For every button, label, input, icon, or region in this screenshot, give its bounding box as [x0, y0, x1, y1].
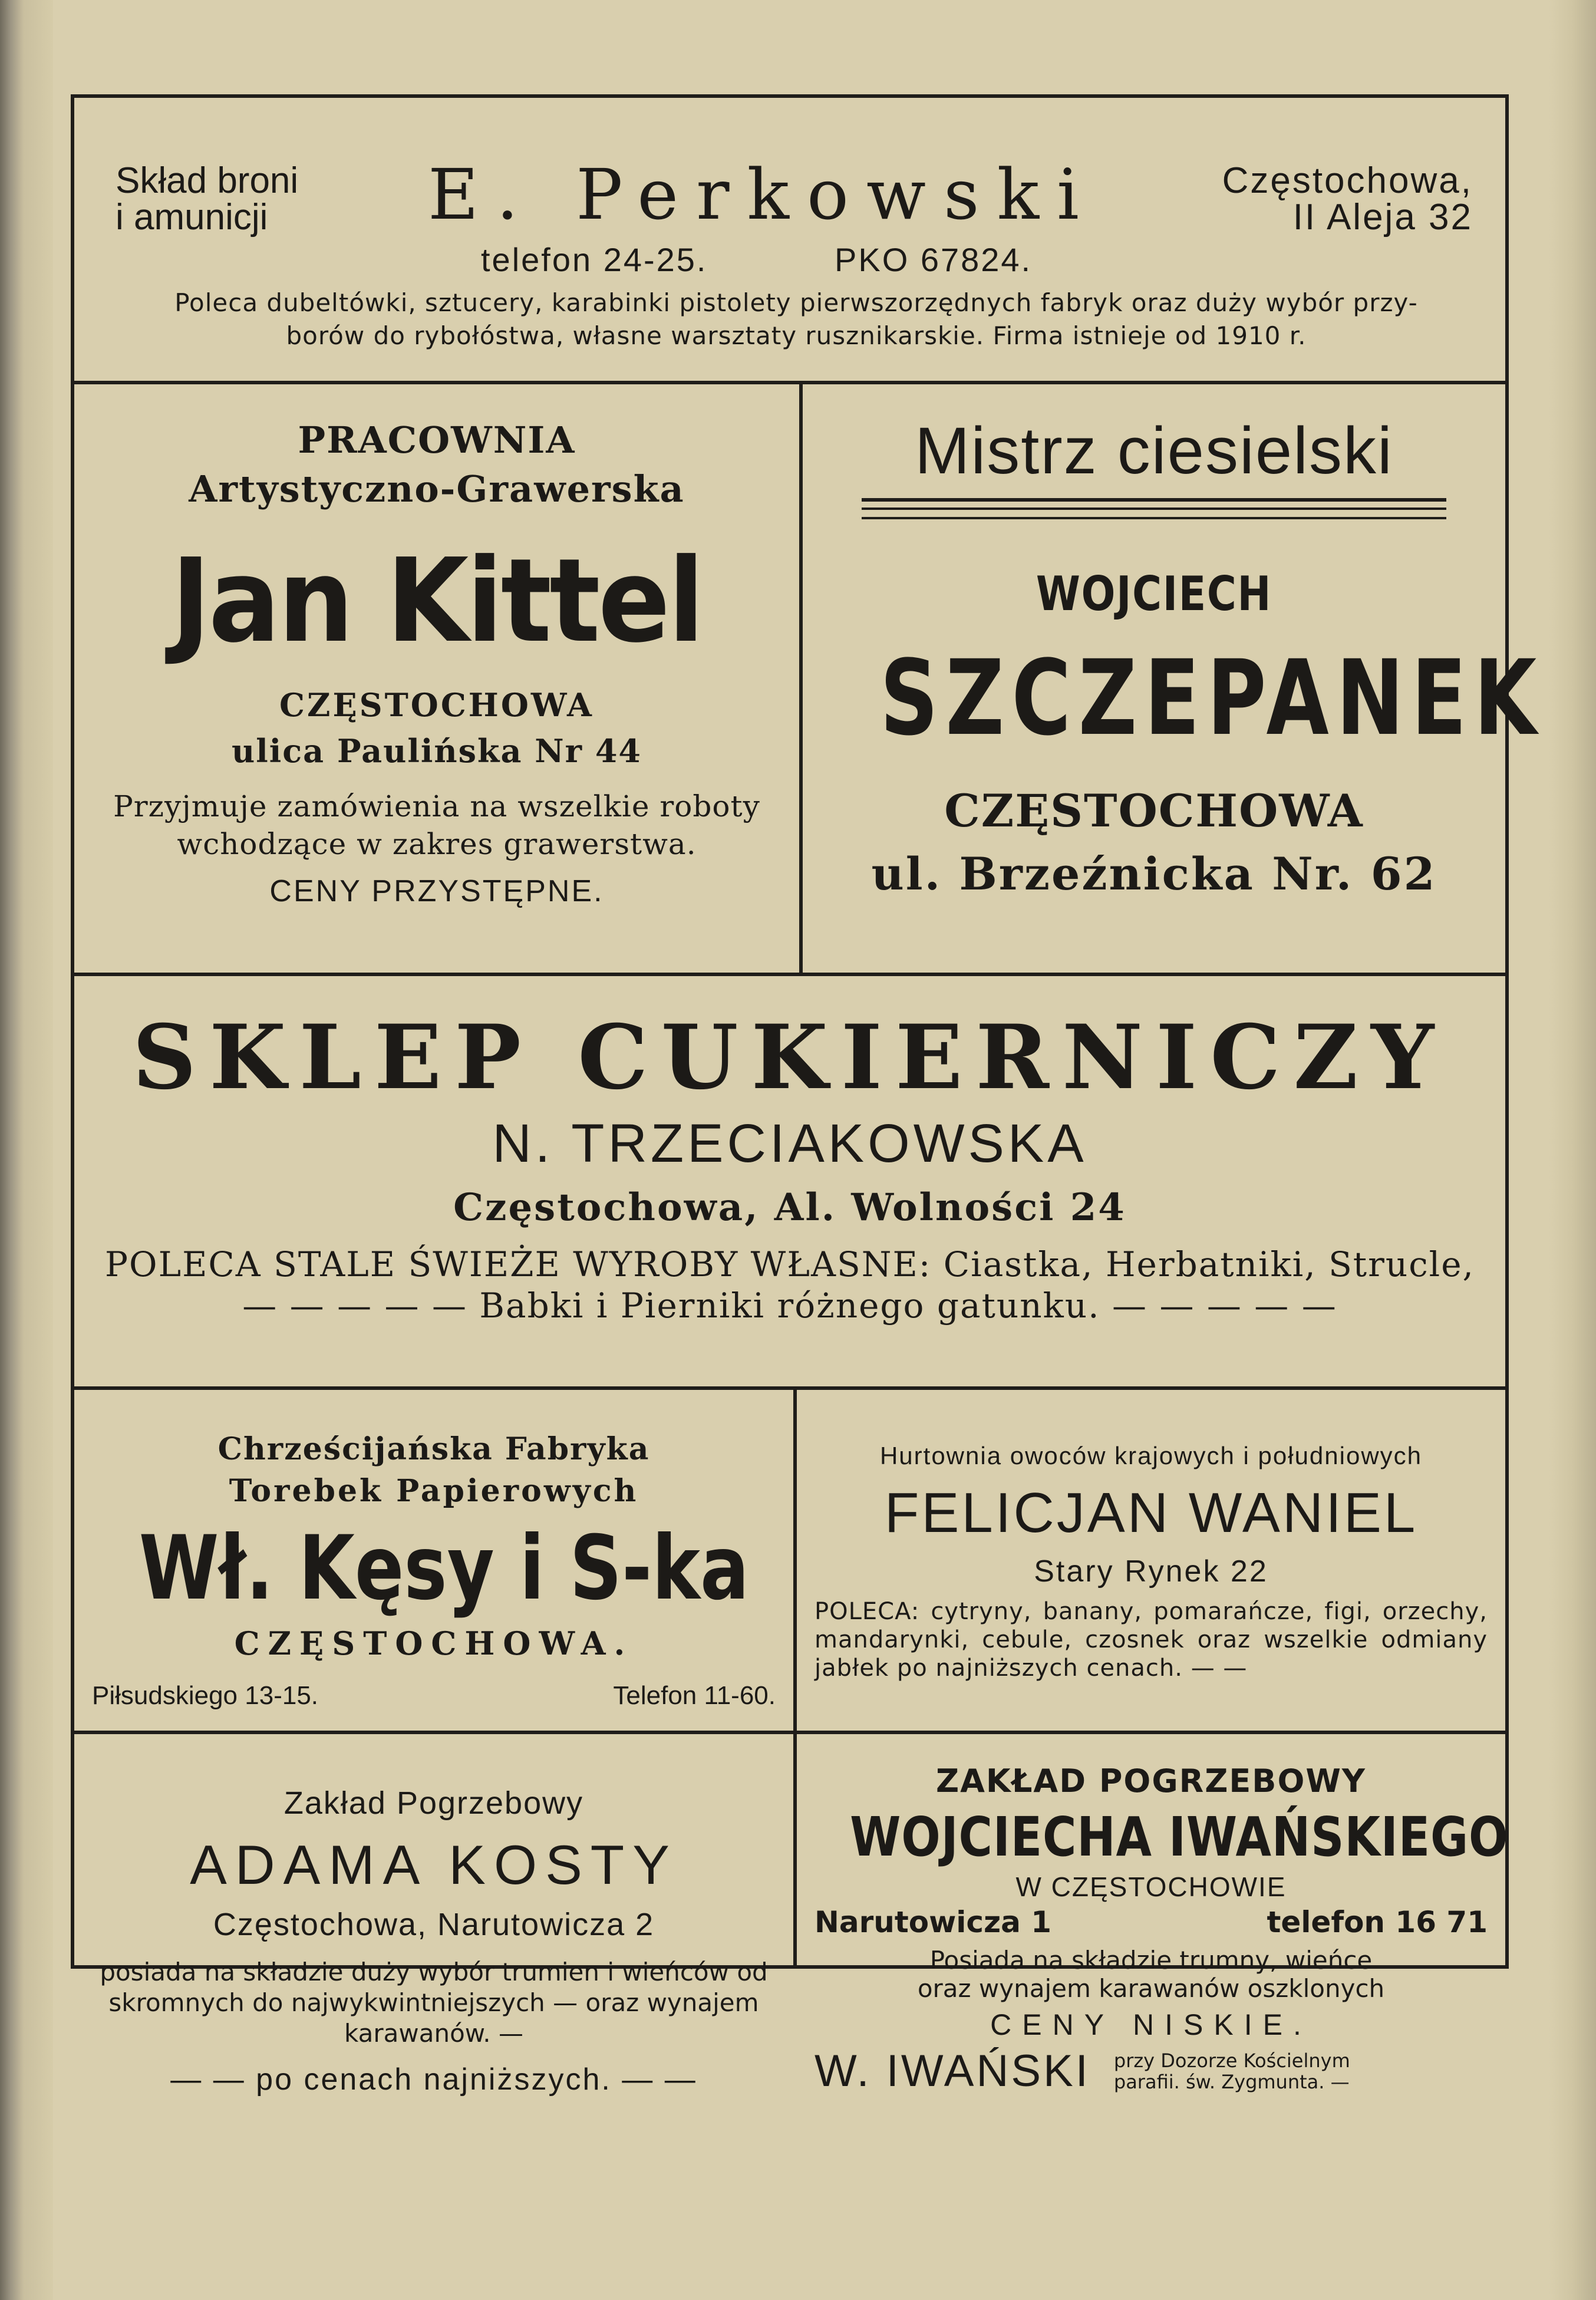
iwanski-address: Narutowicza 1 — [815, 1905, 1052, 1939]
ad-perkowski — [74, 98, 1505, 381]
trzeciakowska-description — [74, 1244, 1505, 1326]
iwanski-desc-line2: oraz wynajem karawanów oszklonych — [917, 1974, 1385, 2003]
perkowski-phone: telefon 24-25. — [481, 241, 708, 278]
szczepanek-city: CZĘSTOCHOWA — [944, 785, 1364, 837]
szczepanek-rule-2 — [862, 508, 1446, 519]
szczepanek-last-name: SZCZEPANEK — [880, 638, 1544, 759]
kosty-name: ADAMA KOSTY — [190, 1834, 678, 1896]
kesy-phone: Telefon 11-60. — [613, 1681, 776, 1710]
iwanski-city: W CZĘSTOCHOWIE — [1015, 1871, 1287, 1902]
iwanski-contact-row — [797, 1905, 1505, 1939]
szczepanek-rule-1 — [862, 498, 1446, 502]
szczepanek-street: ul. Brzeźnicka Nr. 62 — [871, 848, 1437, 900]
perkowski-left-line2: i amunicji — [116, 197, 268, 238]
waniel-description: POLECA: cytryny, banany, pomarańcze, figi, orzechy, mandarynki, cebule, czosnek oraz wszelkie odmiany jabłek po najniższych cenach. — — — [815, 1598, 1488, 1682]
iwanski-signature: W. IWAŃSKI — [815, 2046, 1090, 2096]
iwanski-desc-line1: Posiada na składzie trumny, wieńce — [929, 1946, 1373, 1975]
perkowski-left-line1: Skład broni — [116, 160, 299, 201]
kosty-description: posiada na składzie duży wybór trumien i wieńców od skromnych do najwykwintniejszych — oraz wynajem karawanów. — — [100, 1958, 768, 2048]
kesy-address: Piłsudskiego 13-15. — [92, 1681, 319, 1710]
page-edge-left — [0, 0, 53, 2300]
kosty-heading: Zakład Pogrzebowy — [283, 1785, 584, 1821]
kesy-footer — [74, 1681, 793, 1711]
perkowski-right-text — [1222, 160, 1473, 238]
perkowski-desc-line2: borów do rybołóstwa, własne warsztaty rusznikarskie. Firma istnieje od 1910 r. — [286, 321, 1307, 350]
iwanski-note-line2: parafii. św. Zygmunta. — — [1113, 2070, 1350, 2093]
iwanski-price: CENY NISKIE. — [990, 2008, 1312, 2041]
kesy-name: Wł. Kęsy i S-ka — [139, 1517, 750, 1620]
perkowski-name: E. Perkowski — [428, 154, 1097, 235]
perkowski-pko: PKO 67824. — [835, 241, 1033, 278]
iwanski-note-line1: przy Dozorze Kościelnym — [1113, 2049, 1350, 2072]
ad-trzeciakowska — [74, 976, 1505, 1386]
perkowski-desc-line1: Poleca dubeltówki, sztucery, karabinki pistolety pierwszorzędnych fabryk oraz duży wybór przy- — [174, 288, 1418, 317]
szczepanek-heading: Mistrz ciesielski — [915, 414, 1393, 487]
szczepanek-first-name: WOJCIECH — [1036, 566, 1272, 621]
kittel-street: ulica Paulińska Nr 44 — [231, 732, 642, 770]
kittel-heading-1: PRACOWNIA — [298, 419, 576, 462]
ad-iwanski — [797, 1734, 1509, 2096]
kesy-city: CZĘSTOCHOWA. — [234, 1625, 634, 1662]
ad-szczepanek — [803, 384, 1544, 973]
ad-kittel — [74, 384, 799, 973]
perkowski-right-line1: Częstochowa, — [1222, 160, 1473, 201]
kittel-city: CZĘSTOCHOWA — [279, 686, 594, 724]
trzeciakowska-title: SKLEP CUKIERNICZY — [132, 1006, 1447, 1109]
ad-kosty — [74, 1734, 793, 2097]
perkowski-left-text — [116, 160, 299, 238]
ad-kesy — [74, 1390, 793, 1731]
iwanski-description — [797, 1946, 1505, 2003]
waniel-heading: Hurtownia owoców krajowych i południowych — [879, 1442, 1423, 1469]
trzeciakowska-desc-line2: — — — — — Babki i Pierniki różnego gatunku. — — — — — — [242, 1286, 1337, 1326]
waniel-name: FELICJAN WANIEL — [884, 1481, 1418, 1544]
kittel-heading-2: Artystyczno-Grawerska — [189, 467, 685, 510]
kittel-name: Jan Kittel — [171, 534, 703, 668]
waniel-address: Stary Rynek 22 — [1034, 1554, 1268, 1589]
advertisement-page — [71, 94, 1544, 2097]
trzeciakowska-desc-line1: POLECA STALE ŚWIEŻE WYROBY WŁASNE: Ciastka, Herbatniki, Strucle, — [105, 1244, 1475, 1284]
trzeciakowska-address: Częstochowa, Al. Wolności 24 — [453, 1185, 1126, 1230]
perkowski-description — [110, 286, 1483, 352]
kosty-price: — — po cenach najniższych. — — — [170, 2062, 697, 2097]
kosty-address: Częstochowa, Narutowicza 2 — [213, 1907, 655, 1942]
iwanski-note — [1114, 2050, 1350, 2093]
iwanski-phone: telefon 16 71 — [1267, 1905, 1488, 1939]
iwanski-footer — [797, 2045, 1505, 2097]
perkowski-right-line2: II Aleja 32 — [1292, 197, 1473, 238]
page-edge-right — [1549, 0, 1596, 2300]
kittel-price: CENY PRZYSTĘPNE. — [269, 874, 604, 908]
iwanski-heading: ZAKŁAD POGRZEBOWY — [935, 1762, 1367, 1800]
kesy-heading-1: Chrześcijańska Fabryka — [217, 1431, 650, 1467]
kittel-description: Przyjmuje zamówienia na wszelkie roboty wchodzące w zakres grawerstwa. — [113, 789, 760, 861]
iwanski-name: WOJCIECHA IWAŃSKIEGO — [850, 1805, 1509, 1869]
trzeciakowska-owner: N. TRZECIAKOWSKA — [492, 1113, 1087, 1174]
ad-waniel — [797, 1390, 1505, 1731]
kesy-heading-2: Torebek Papierowych — [229, 1473, 639, 1509]
